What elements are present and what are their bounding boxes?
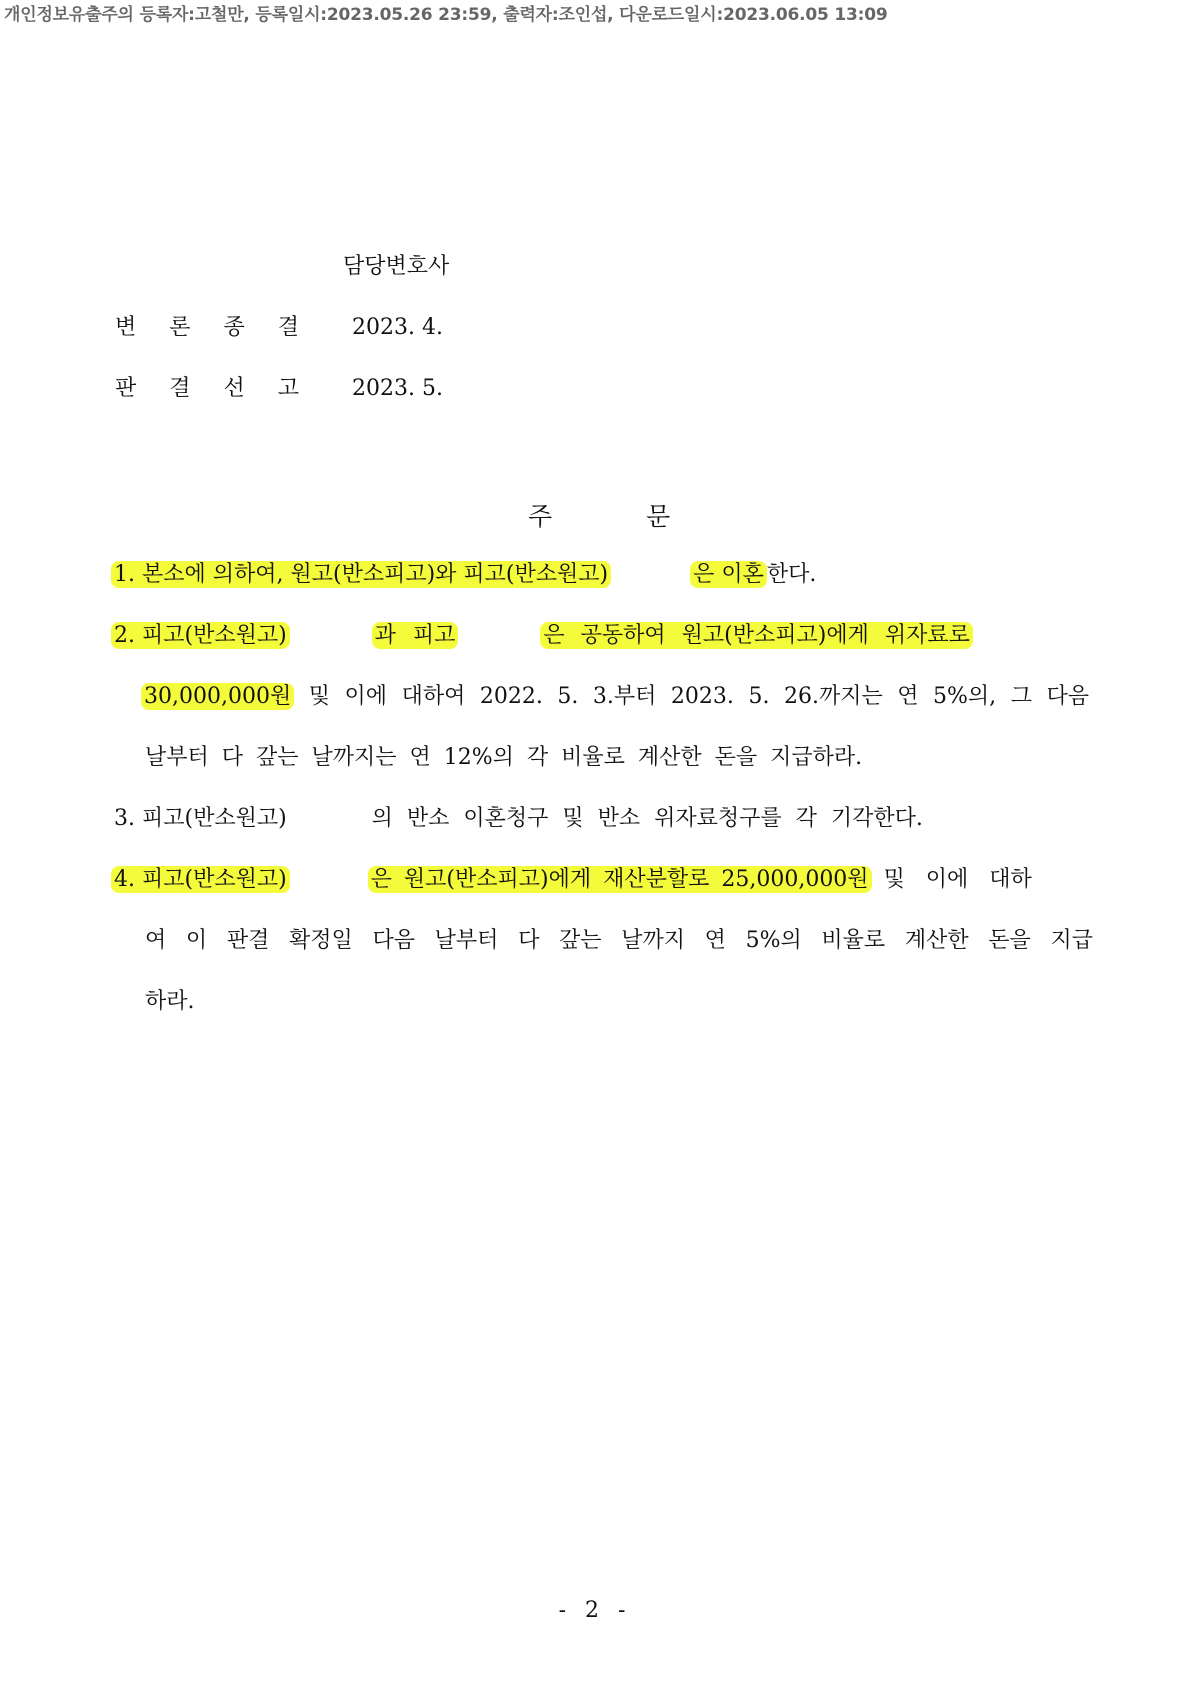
highlight: 1. 본소에 의하여, 원고(반소피고)와 피고(반소원고) (111, 561, 611, 588)
highlight: 4. 피고(반소원고) (111, 866, 290, 893)
order-title-left: 주 (528, 502, 553, 531)
order-item-3 (114, 804, 923, 834)
order-item-4 (111, 865, 1032, 895)
judgment-label: 판 결 선 고 (115, 376, 312, 401)
text: 한다. (766, 562, 817, 587)
attorney-label: 담당변호사 (343, 254, 450, 279)
judgment-date: 2023. 5. (352, 376, 443, 401)
argument-closed-label: 변 론 종 결 (115, 315, 312, 340)
order-item-4-line-3: 하라. (145, 989, 195, 1014)
highlight: 은 원고(반소피고)에게 재산분할로 25,000,000원 (368, 866, 872, 893)
argument-closed-date: 2023. 4. (352, 315, 443, 340)
order-title-right: 문 (646, 502, 671, 531)
highlight: 30,000,000원 (141, 683, 294, 710)
privacy-notice-header: 개인정보유출주의 등록자:고철만, 등록일시:2023.05.26 23:59, 출력자:조인섭, 다운로드일시:2023.06.05 13:09 (4, 5, 888, 25)
order-item-2 (111, 621, 973, 651)
text: 3. 피고(반소원고) (114, 806, 287, 831)
order-item-2-line-3: 날부터 다 갚는 날까지는 연 12%의 각 비율로 계산한 돈을 지급하라. (145, 745, 863, 770)
text: 및 이에 대하 (883, 867, 1032, 892)
order-item-1 (111, 560, 816, 590)
highlight: 은 이혼 (690, 561, 767, 588)
order-item-2-line-2 (141, 682, 1089, 712)
highlight: 은 공동하여 원고(반소피고)에게 위자료로 (540, 622, 972, 649)
order-item-4-line-2: 여 이 판결 확정일 다음 날부터 다 갚는 날까지 연 5%의 비율로 계산한 돈을 지급 (145, 928, 1093, 953)
text: 및 이에 대하여 2022. 5. 3.부터 2023. 5. 26.까지는 연 5%의, 그 다음 (308, 684, 1089, 709)
text: 의 반소 이혼청구 및 반소 위자료청구를 각 기각한다. (371, 806, 923, 831)
highlight: 과 피고 (372, 622, 459, 649)
page-number: - 2 - (558, 1598, 632, 1623)
highlight: 2. 피고(반소원고) (111, 622, 290, 649)
